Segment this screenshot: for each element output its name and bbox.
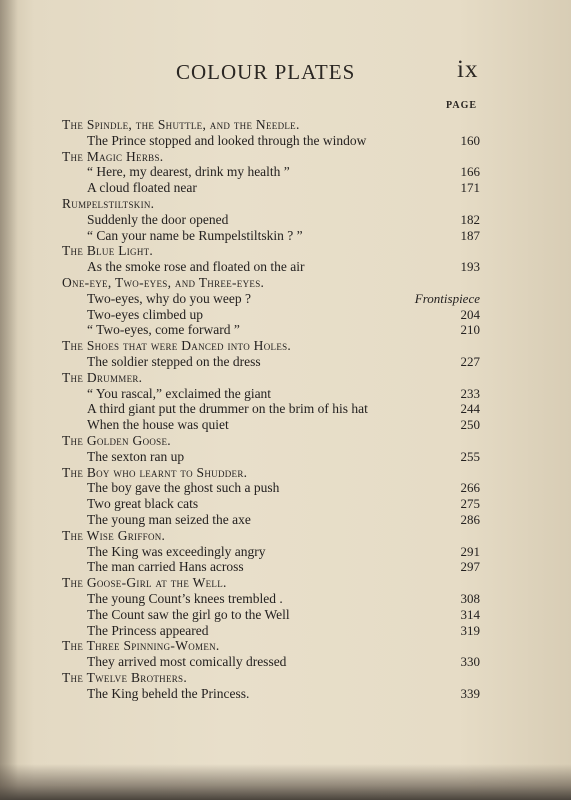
page-number: ix <box>457 56 479 83</box>
plate-entry <box>0 307 571 323</box>
plate-entry <box>0 686 571 702</box>
plate-entry <box>0 512 571 528</box>
plate-entry <box>0 401 571 417</box>
plate-caption: As the smoke rose and floated on the air <box>87 259 305 275</box>
story-title: The Twelve Brothers. <box>62 669 188 685</box>
plate-page-number: 250 <box>460 417 480 433</box>
plate-page-number: 166 <box>460 164 480 180</box>
plate-caption: Two great black cats <box>87 496 199 512</box>
story-title: The Golden Goose. <box>62 432 171 448</box>
story-title: The Spindle, the Shuttle, and the Needle. <box>62 117 300 132</box>
plate-page-number: 330 <box>460 654 480 670</box>
plate-caption: The Princess appeared <box>87 622 209 638</box>
plate-entry <box>0 496 571 512</box>
plate-entry <box>0 417 571 433</box>
plate-page-number: 275 <box>460 496 480 512</box>
plate-caption: “ You rascal,” exclaimed the giant <box>87 385 272 401</box>
page-title: COLOUR PLATES <box>176 60 356 84</box>
plate-page-number: 210 <box>460 322 480 338</box>
plate-entry <box>0 559 571 575</box>
plate-page-number: 187 <box>460 227 480 243</box>
page-column-label: PAGE <box>446 100 478 111</box>
plate-caption: “ Can your name be Rumpelstiltskin ? ” <box>87 227 303 243</box>
story-title: The Blue Light. <box>62 243 154 259</box>
colour-plates-list <box>0 117 571 701</box>
plate-page-number: 297 <box>460 559 480 575</box>
plate-page-number: 339 <box>460 685 480 701</box>
plate-caption: The Count saw the girl go to the Well <box>87 606 290 622</box>
plate-page-number: 244 <box>460 401 480 417</box>
plate-caption: “ Two-eyes, come forward ” <box>87 322 240 338</box>
plate-entry <box>0 449 571 465</box>
plate-entry <box>0 180 571 196</box>
plate-caption: The man carried Hans across <box>87 559 244 575</box>
plate-page-number: 182 <box>460 211 480 227</box>
plate-page-number: 314 <box>460 606 480 622</box>
plate-caption: When the house was quiet <box>87 417 229 433</box>
plate-page-number: 204 <box>460 306 480 322</box>
plate-caption: The sexton ran up <box>87 448 185 464</box>
plate-entry <box>0 480 571 496</box>
plate-page-number: 308 <box>460 590 480 606</box>
story-title: The Drummer. <box>62 369 143 385</box>
plate-caption: Two-eyes, why do you weep ? <box>87 290 252 306</box>
story-title: The Boy who learnt to Shudder. <box>62 464 248 480</box>
page-bottom-shadow <box>0 764 571 800</box>
plate-entry <box>0 291 571 307</box>
plate-caption: Suddenly the door opened <box>87 211 229 227</box>
plate-caption: The young man seized the axe <box>87 511 251 527</box>
plate-caption: The soldier stepped on the dress <box>87 353 261 369</box>
story-title: The Magic Herbs. <box>62 148 164 164</box>
plate-caption: A cloud floated near <box>87 180 197 196</box>
plate-caption: They arrived most comically dressed <box>87 654 287 670</box>
story-title: The Wise Griffon. <box>62 527 166 543</box>
plate-entry <box>0 607 571 623</box>
plate-page-number: 171 <box>460 180 480 196</box>
story-title: The Goose-Girl at the Well. <box>62 575 227 591</box>
plate-caption: The King was exceedingly angry <box>87 543 266 559</box>
plate-entry <box>0 228 571 244</box>
plate-caption: The young Count’s knees trembled . <box>87 590 283 606</box>
plate-page-number: 193 <box>460 259 480 275</box>
plate-page-number: 286 <box>460 511 480 527</box>
plate-entry <box>0 354 571 370</box>
plate-caption: The King beheld the Princess. <box>87 685 250 701</box>
story-title: Rumpelstiltskin. <box>62 195 155 211</box>
plate-entry <box>0 623 571 639</box>
story-title: The Shoes that were Danced into Holes. <box>62 338 292 354</box>
plate-entry <box>0 133 571 149</box>
plate-entry <box>0 386 571 402</box>
plate-page-number: 227 <box>460 353 480 369</box>
plate-entry <box>0 322 571 338</box>
plate-caption: Two-eyes climbed up <box>87 306 204 322</box>
story-title: The Three Spinning-Women. <box>62 638 220 654</box>
plate-page-number: 319 <box>460 622 480 638</box>
plate-entry <box>0 259 571 275</box>
plate-entry <box>0 212 571 228</box>
plate-caption: A third giant put the drummer on the brim of his hat <box>87 401 368 417</box>
plate-caption: The boy gave the ghost such a push <box>87 480 280 496</box>
plate-entry <box>0 654 571 670</box>
plate-page-number: 160 <box>460 132 480 148</box>
plate-entry <box>0 591 571 607</box>
plate-page-number: 291 <box>460 543 480 559</box>
plate-entry <box>0 544 571 560</box>
story-title: One-eye, Two-eyes, and Three-eyes. <box>62 274 265 290</box>
plate-page-number: Frontispiece <box>414 290 480 306</box>
plate-caption: “ Here, my dearest, drink my health ” <box>87 164 290 180</box>
plate-caption: The Prince stopped and looked through the window <box>87 132 367 148</box>
plate-entry <box>0 164 571 180</box>
plate-page-number: 266 <box>460 480 480 496</box>
plate-page-number: 255 <box>460 448 480 464</box>
plate-page-number: 233 <box>460 385 480 401</box>
